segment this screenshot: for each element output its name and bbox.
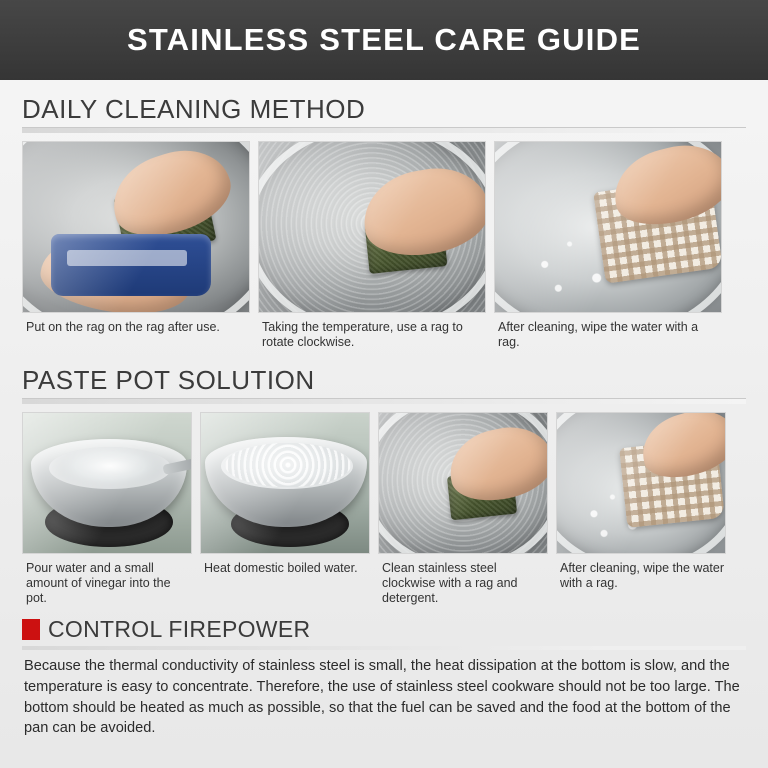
- firepower-divider: [22, 646, 746, 650]
- photo-clean-clockwise: [378, 412, 548, 554]
- daily-cleaning-card-1: [22, 141, 250, 351]
- paste-pot-card-3: [378, 412, 548, 607]
- section-divider: [22, 127, 746, 133]
- daily-cleaning-card-2: [258, 141, 486, 351]
- daily-cleaning-card-3: [494, 141, 722, 351]
- caption-paste-2: Heat domestic boiled water.: [204, 560, 358, 575]
- caption-daily-1: Put on the rag on the rag after use.: [26, 320, 220, 334]
- paste-pot-card-1: [22, 412, 192, 607]
- paste-pot-card-4: [556, 412, 726, 607]
- photo-pour-water-vinegar: [22, 412, 192, 554]
- section-title-paste-pot: PASTE POT SOLUTION: [22, 364, 315, 395]
- firepower-header: [22, 616, 746, 643]
- caption-paste-3: Clean stainless steel clockwise with a rag and detergent.: [382, 560, 518, 605]
- section-paste-pot: [22, 365, 746, 607]
- section-daily-cleaning: [22, 94, 746, 351]
- section-control-firepower: [22, 616, 746, 739]
- daily-cleaning-photo-row: [22, 141, 746, 351]
- section-divider: [22, 398, 746, 404]
- red-marker-icon: [22, 619, 40, 640]
- photo-pot-with-rag: [22, 141, 250, 313]
- paste-pot-photo-row: [22, 412, 746, 607]
- section-title-daily-cleaning: DAILY CLEANING METHOD: [22, 94, 366, 124]
- page-header: [0, 0, 768, 80]
- photo-boiling-water: [200, 412, 370, 554]
- paste-pot-card-2: [200, 412, 370, 607]
- firepower-body-text: Because the thermal conductivity of stainless steel is small, the heat dissipation at the bottom is slow, and the temperature is easy to concentrate. Therefore, the use of stainless steel cookware should not be too large. The bottom should be heated as much as possible, so that the fuel can be saved and the food at the bottom of the pan can be avoided.: [24, 658, 740, 737]
- page-body: [0, 80, 768, 768]
- firepower-title: CONTROL FIREPOWER: [48, 616, 311, 643]
- caption-paste-1: Pour water and a small amount of vinegar into the pot.: [26, 560, 171, 605]
- caption-daily-3: After cleaning, wipe the water with a rag.: [498, 320, 699, 350]
- photo-wipe-water: [556, 412, 726, 554]
- photo-rotate-clockwise: [258, 141, 486, 313]
- caption-paste-4: After cleaning, wipe the water with a rag.: [560, 560, 724, 590]
- page-title: STAINLESS STEEL CARE GUIDE: [126, 22, 642, 57]
- photo-wipe-with-cloth: [494, 141, 722, 313]
- caption-daily-2: Taking the temperature, use a rag to rotate clockwise.: [262, 320, 463, 350]
